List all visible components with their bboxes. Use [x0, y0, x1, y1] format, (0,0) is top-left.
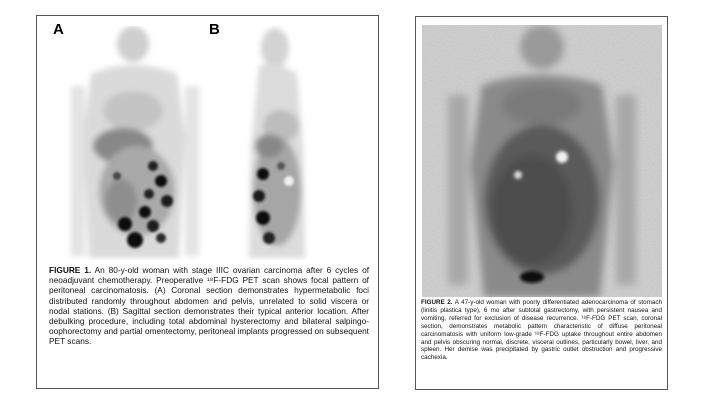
figure-2-panel [415, 16, 668, 390]
figure-2-caption-label: FIGURE 2. [421, 299, 453, 306]
figure-1-caption-label: FIGURE 1. [49, 265, 92, 275]
figure-2-caption [421, 299, 662, 362]
coronal-pet-image [61, 26, 211, 260]
figure-1-panel [36, 15, 379, 389]
panel-label-a: A [53, 21, 64, 38]
figure-1-caption [49, 265, 369, 347]
panel-label-b: B [209, 21, 220, 38]
figure-1-caption-text: An 80-y-old woman with stage IIIC ovarian carcinoma after 6 cycles of neoadjuvant chemotherapy. Preoperative ¹⁸F-FDG PET scan shows focal pattern of peritoneal carcinomatosis. (A) Coronal section demonstrates hypermetabolic foci distributed randomly throughout abdomen and pelvis, unrelated to solid viscera or nodal stations. (B) Sagittal section demonstrates their typical anterior location. After debulking procedure, including total abdominal hysterectomy and bilateral salpingo-oophorectomy and partial omentectomy, peritoneal implants progressed on subsequent PET scans. [49, 265, 369, 347]
sagittal-pet-image [219, 26, 329, 260]
coronal-pet-image-diffuse [422, 25, 662, 297]
figure-2-caption-text: A 47-y-old woman with poorly differentiated adenocarcinoma of stomach (linitis plastica type), 6 mo after subtotal gastrectomy, with persistent nausea and vomiting, referred for exclusion of disease recurrence. ¹⁸F-FDG PET scan, coronal section, demonstrates metabolic pattern characteristic of diffuse peritoneal carcinomatosis with uniform low-grade ¹⁸F-FDG uptake throughout entire abdomen and pelvis obscuring normal, discrete, visceral outlines, particularly bowel, liver, and spleen. Her demise was precipitated by gastric outlet obstruction and progressive cachexia. [421, 299, 662, 362]
